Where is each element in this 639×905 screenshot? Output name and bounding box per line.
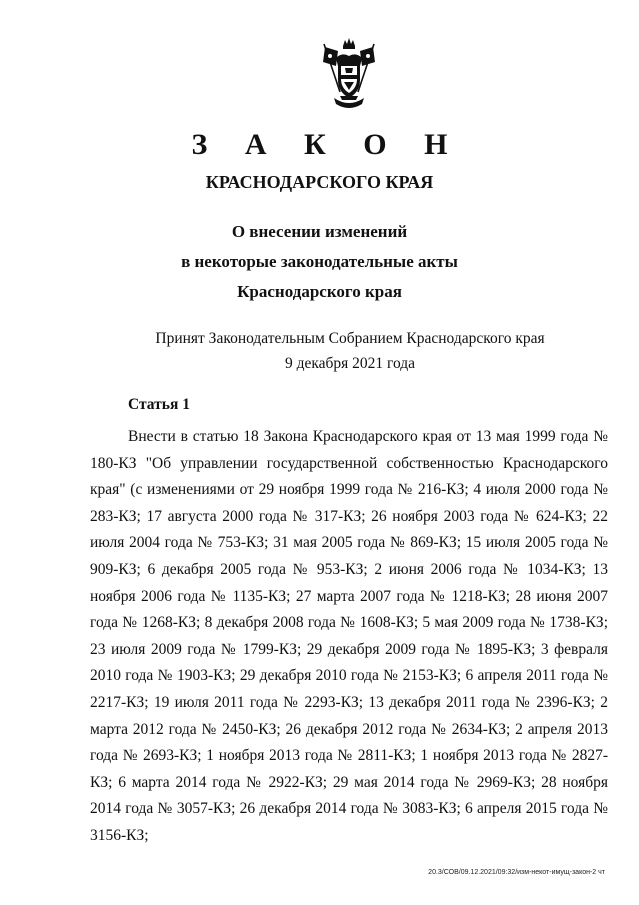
subject-line-1: О внесении изменений [231,222,408,241]
coat-of-arms-icon [316,36,382,112]
adoption-statement: Принят Законодательным Собранием Краснодарского края [155,330,545,347]
adoption-date: 9 декабря 2021 года [284,355,416,372]
subject-line-3: Краснодарского края [237,282,402,301]
article-body-text: Внести в статью 18 Закона Краснодарского края от 13 мая 1999 года № 180-КЗ "Об управлении государственной собственностью Краснодарского края" (с изменениями от 29 ноября 1999 года № 216-КЗ; 4 июля 2000 года № 283-КЗ; 17 августа 2000 года № 317-КЗ; 26 ноября 2003 года № 624-КЗ; 22 июля 2004 года № 753-КЗ; 31 мая 2005 года № 869-КЗ; 15 июля 2005 года № 909-КЗ; 6 декабря 2005 года № 953-КЗ; 2 июня 2006 года № 1034-КЗ; 13 ноября 2006 года № 1135-КЗ; 27 марта 2007 года № 1218-КЗ; 28 июня 2007 года № 1268-КЗ; 8 декабря 2008 года № 1608-КЗ; 5 мая 2009 года № 1738-КЗ; 23 июля 2009 года № 1799-КЗ; 29 декабря 2009 года № 1895-КЗ; 3 февраля 2010 года № 1903-КЗ; 29 декабря 2010 года № 2153-КЗ; 6 апреля 2011 года № 2217-КЗ; 19 июля 2011 года № 2293-КЗ; 13 декабря 2011 года № 2396-КЗ; 2 марта 2012 года № 2450-КЗ; 26 декабря 2012 года № 2634-КЗ; 2 апреля 2013 года № 2693-КЗ; 1 ноября 2013 года № 2811-КЗ; 1 ноября 2013 года № 2827-КЗ; 6 марта 2014 года № 2922-КЗ; 29 мая 2014 года № 2969-КЗ; 28 ноября 2014 года № 3057-КЗ; 26 декабря 2014 года № 3083-КЗ; 6 апреля 2015 года № 3156-КЗ; [90,428,608,844]
law-title: З А К О Н [191,128,463,161]
article-heading: Статья 1 [128,396,190,413]
subject-line-2: в некоторые законодательные акты [181,252,458,271]
document-code: 20.3/СОВ/09.12.2021/09:32/изм-некот-имущ-закон-2 чт [428,869,605,876]
region-title: КРАСНОДАРСКОГО КРАЯ [205,172,434,192]
